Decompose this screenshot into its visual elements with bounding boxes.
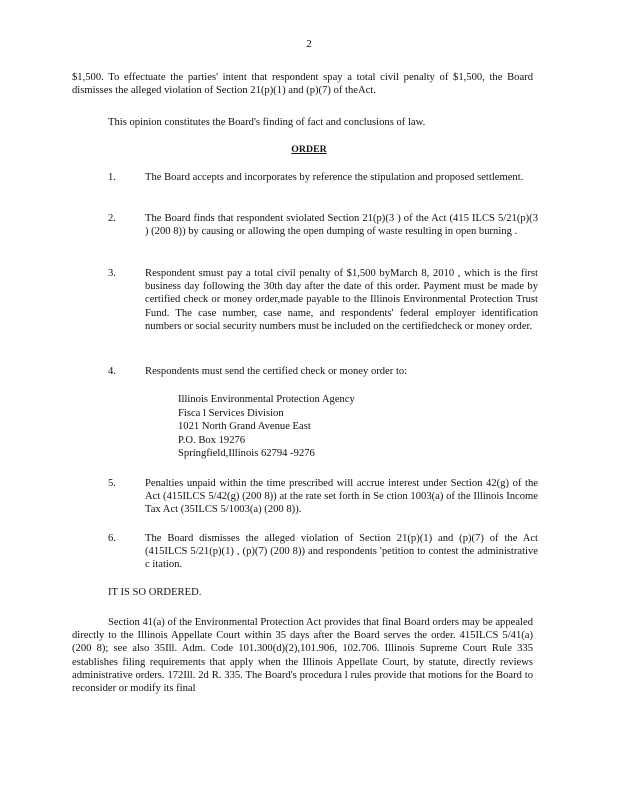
order-item-number: 5.	[108, 478, 116, 489]
payment-address	[178, 393, 355, 461]
address-line: 1021 North Grand Avenue East	[178, 421, 311, 433]
order-heading	[0, 144, 618, 155]
order-item-text: Respondent smust pay a total civil penalty of $1,500 byMarch 8, 2010 , which is the first business day following the 30th day after the date of this order. Payment must be made by certified check or money order,made payable to the Illinois Environmental Protection Trust Fund. The case number, case name, and respondents' federal employer identification numbers or social security numbers must be included on the certifiedcheck or money order.	[145, 268, 538, 332]
so-ordered-statement: IT IS SO ORDERED.	[108, 587, 202, 598]
opinion-statement: This opinion constitutes the Board's finding of fact and conclusions of law.	[108, 117, 426, 128]
order-item-number: 1.	[108, 172, 116, 183]
address-line: P.O. Box 19276	[178, 434, 246, 446]
order-item-text: The Board finds that respondent sviolated Section 21(p)(3 ) of the Act (415 ILCS 5/21(p)(3 ) (200 8)) by causing or allowing the open dumping of waste resulting in open burning .	[145, 213, 538, 238]
closing-paragraph: Section 41(a) of the Environmental Protection Act provides that final Board orders may be appealed directly to the Illinois Appellate Court within 35 days after the Board serves the order. 415ILCS 5/41(a) (200 8); see also 35Ill. Adm. Code 101.300(d)(2),101.906, 102.706. Illinois Supreme Court Rule 335 establishes filing requirements that apply when the Illinois Appellate Court, by statute, directly reviews administrative orders. 172Ill. 2d R. 335. The Board's procedura l rules provide that motions for the Board to reconsider or modify its final	[72, 617, 533, 695]
order-item-number: 3.	[108, 268, 116, 279]
order-item-text: The Board dismisses the alleged violation of Section 21(p)(1) and (p)(7) of the Act (415ILCS 5/21(p)(1) , (p)(7) (200 8)) and respondents 'petition to contest the administrative c itation.	[145, 533, 538, 571]
address-line: Springfield,Illinois 62794 -9276	[178, 448, 315, 460]
order-item-number: 2.	[108, 213, 116, 224]
address-line: Fisca l Services Division	[178, 407, 284, 419]
order-item-text: The Board accepts and incorporates by reference the stipulation and proposed settlement.	[145, 172, 524, 183]
order-item-text: Respondents must send the certified check or money order to:	[145, 366, 408, 377]
address-line: Illinois Environmental Protection Agency	[178, 394, 355, 405]
intro-paragraph: $1,500. To effectuate the parties' intent that respondent spay a total civil penalty of $1,500, the Board dismisses the alleged violation of Section 21(p)(1) and (p)(7) of theAct.	[72, 72, 533, 97]
order-item-number: 6.	[108, 533, 116, 544]
order-heading-text: ORDER	[291, 144, 327, 155]
order-item-text: Penalties unpaid within the time prescribed will accrue interest under Section 42(g) of the Act (415ILCS 5/42(g) (200 8)) at the rate set forth in Se ction 1003(a) of the Illinois Income Tax Act (35ILCS 5/1003(a) (200 8)).	[145, 478, 538, 516]
page-number: 2	[306, 38, 312, 50]
order-item-number: 4.	[108, 366, 116, 377]
